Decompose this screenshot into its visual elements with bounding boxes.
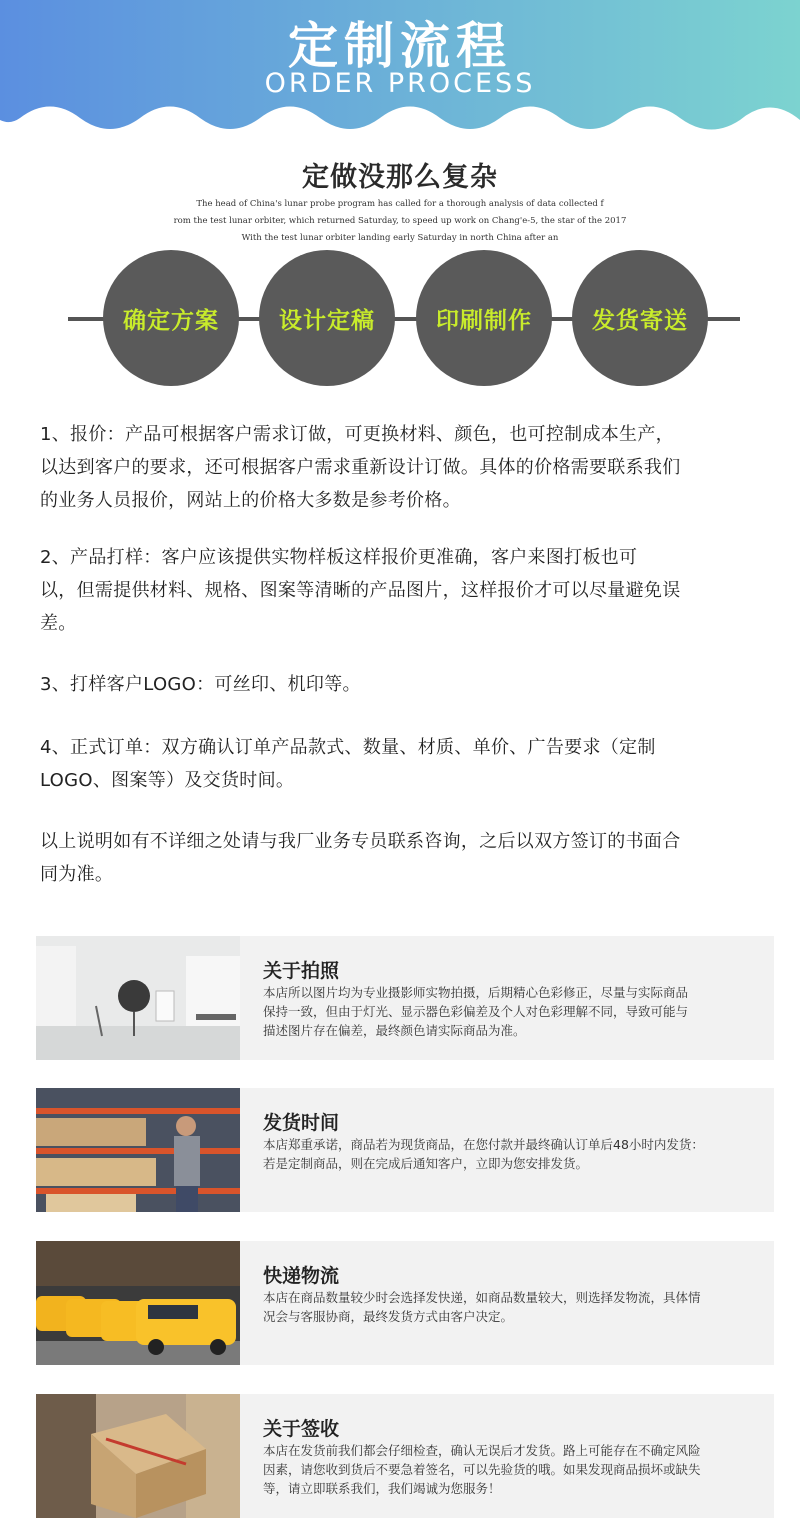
flow-step-label: 印刷制作	[436, 307, 532, 334]
card-text-line: 若是定制商品，则在完成后通知客户，立即为您安排发货。	[263, 1156, 589, 1171]
paragraph-line: 以上说明如有不详细之处请与我厂业务专员联系咨询，之后以双方签订的书面合	[40, 831, 681, 852]
parcel-handover-image	[36, 1394, 240, 1518]
paragraph-line: 的业务人员报价，网站上的价格大多数是参考价格。	[40, 490, 461, 511]
card-text-line: 因素，请您收到货后不要急着签名，可以先验货的哦。如果发现商品损坏或缺失	[263, 1462, 701, 1477]
delivery-vans-image	[36, 1241, 240, 1365]
card-text	[263, 1288, 763, 1326]
flow-step-label: 设计定稿	[279, 307, 375, 334]
card-title: 关于签收	[263, 1418, 340, 1440]
photo-studio-image	[36, 936, 240, 1060]
flow-step-2	[259, 250, 395, 386]
card-text	[263, 1135, 763, 1173]
process-flow	[0, 250, 800, 390]
english-line: rom the test lunar orbiter, which returned Saturday, to speed up work on Chang'e-5, the star of the 2017	[173, 216, 627, 226]
card-text-line: 本店所以图片均为专业摄影师实物拍摄，后期精心色彩修正，尽量与实际商品	[263, 985, 689, 1000]
info-card-logistics	[36, 1241, 774, 1365]
info-card-photo	[36, 936, 774, 1060]
section-title: 定做没那么复杂	[302, 162, 498, 193]
paragraph-line: 以，但需提供材料、规格、图案等清晰的产品图片，这样报价才可以尽量避免误	[40, 580, 681, 601]
card-title: 关于拍照	[263, 960, 340, 982]
card-text-line: 保持一致，但由于灯光、显示器色彩偏差及个人对色彩理解不同，导致可能与	[263, 1004, 689, 1019]
info-card-receipt	[36, 1394, 774, 1518]
page-subtitle: ORDER PROCESS	[264, 68, 536, 99]
card-text-line: 本店在发货前我们都会仔细检查，确认无误后才发货。路上可能存在不确定风险	[263, 1443, 701, 1458]
card-text-line: 等，请立即联系我们，我们竭诚为您服务！	[263, 1481, 501, 1496]
page-title: 定制流程	[288, 17, 512, 75]
info-paragraph	[40, 418, 770, 517]
card-text	[263, 1441, 763, 1498]
english-line: With the test lunar orbiter landing early Saturday in north China after an	[241, 233, 559, 243]
warehouse-image	[36, 1088, 240, 1212]
flow-step-1	[103, 250, 239, 386]
card-text-line: 描述图片存在偏差，最终颜色请实际商品为准。	[263, 1023, 526, 1038]
header-banner	[0, 0, 800, 140]
flow-step-3	[416, 250, 552, 386]
card-title: 发货时间	[263, 1112, 340, 1134]
paragraph-line: LOGO、图案等）及交货时间。	[40, 770, 295, 791]
english-line: The head of China's lunar probe program has called for a thorough analysis of data collected f	[196, 199, 604, 209]
paragraph-line: 1、报价：产品可根据客户需求订做，可更换材料、颜色，也可控制成本生产，	[40, 424, 674, 445]
paragraph-line: 同为准。	[40, 864, 114, 885]
info-paragraph	[40, 541, 770, 640]
flow-step-label: 确定方案	[123, 307, 219, 334]
paragraph-line: 3、打样客户LOGO：可丝印、机印等。	[40, 674, 361, 695]
paragraph-line: 差。	[40, 613, 77, 634]
paragraph-line: 4、正式订单：双方确认订单产品款式、数量、材质、单价、广告要求（定制	[40, 737, 656, 758]
info-paragraph	[40, 668, 770, 701]
flow-step-label: 发货寄送	[592, 307, 688, 334]
info-paragraph	[40, 825, 770, 891]
card-text-line: 本店郑重承诺，商品若为现货商品，在您付款并最终确认订单后48小时内发货：	[263, 1137, 704, 1152]
card-text	[263, 983, 763, 1040]
card-title: 快递物流	[263, 1265, 340, 1287]
info-card-shipping-time	[36, 1088, 774, 1212]
card-text-line: 本店在商品数量较少时会选择发快递，如商品数量较大，则选择发物流，具体情	[263, 1290, 701, 1305]
paragraph-line: 以达到客户的要求，还可根据客户需求重新设计订做。具体的价格需要联系我们	[40, 457, 681, 478]
card-text-line: 况会与客服协商，最终发货方式由客户决定。	[263, 1309, 514, 1324]
info-paragraph	[40, 731, 770, 797]
paragraph-line: 2、产品打样：客户应该提供实物样板这样报价更准确，客户来图打板也可	[40, 547, 638, 568]
flow-step-4	[572, 250, 708, 386]
